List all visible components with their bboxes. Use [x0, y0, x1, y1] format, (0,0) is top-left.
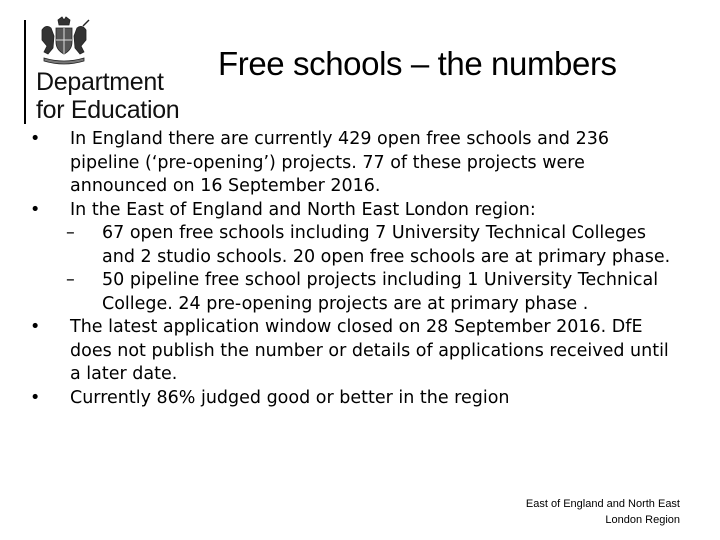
bullet-text: In England there are currently 429 open free schools and 236 pipeline (‘pre-opening’) projects. 77 of these projects were announced on 16 September 2016. [70, 129, 609, 196]
bullet-dot: • [30, 129, 41, 149]
footer-line-1: East of England and North East [525, 498, 680, 510]
bullet-dot: • [30, 317, 41, 337]
bullet-item [30, 199, 680, 223]
slide-body [30, 128, 680, 410]
logo-wordmark [36, 68, 179, 124]
slide-footer [526, 496, 680, 528]
logo-line-2: for Education [36, 96, 180, 124]
slide-title: Free schools – the numbers [218, 45, 617, 82]
bullet-text: 67 open free schools including 7 University Technical Colleges and 2 studio schools. 20 open free schools are at primary phase. [102, 223, 671, 267]
bullet-dot: • [30, 387, 41, 408]
bullet-list [30, 128, 680, 410]
dfe-logo [24, 14, 204, 124]
bullet-dot: • [30, 199, 41, 220]
bullet-text: In the East of England and North East London region: [70, 199, 536, 220]
bullet-text: 50 pipeline free school projects including 1 University Technical College. 24 pre-opening projects are at primary phase . [102, 270, 659, 314]
sub-bullet-item [30, 222, 680, 269]
bullet-item [30, 316, 680, 387]
bullet-item [30, 387, 680, 411]
logo-line-1: Department [36, 68, 164, 96]
sub-bullet-item [30, 269, 680, 316]
bullet-dash: – [66, 270, 75, 290]
bullet-text: The latest application window closed on 28 September 2016. DfE does not publish the number or details of applications received until a later date. [70, 317, 669, 384]
footer-line-2: London Region [605, 514, 680, 526]
bullet-dash: – [66, 223, 75, 243]
logo-divider [24, 20, 26, 124]
royal-coat-of-arms-icon [36, 16, 92, 66]
bullet-item [30, 128, 680, 199]
bullet-text: Currently 86% judged good or better in the region [70, 387, 510, 408]
